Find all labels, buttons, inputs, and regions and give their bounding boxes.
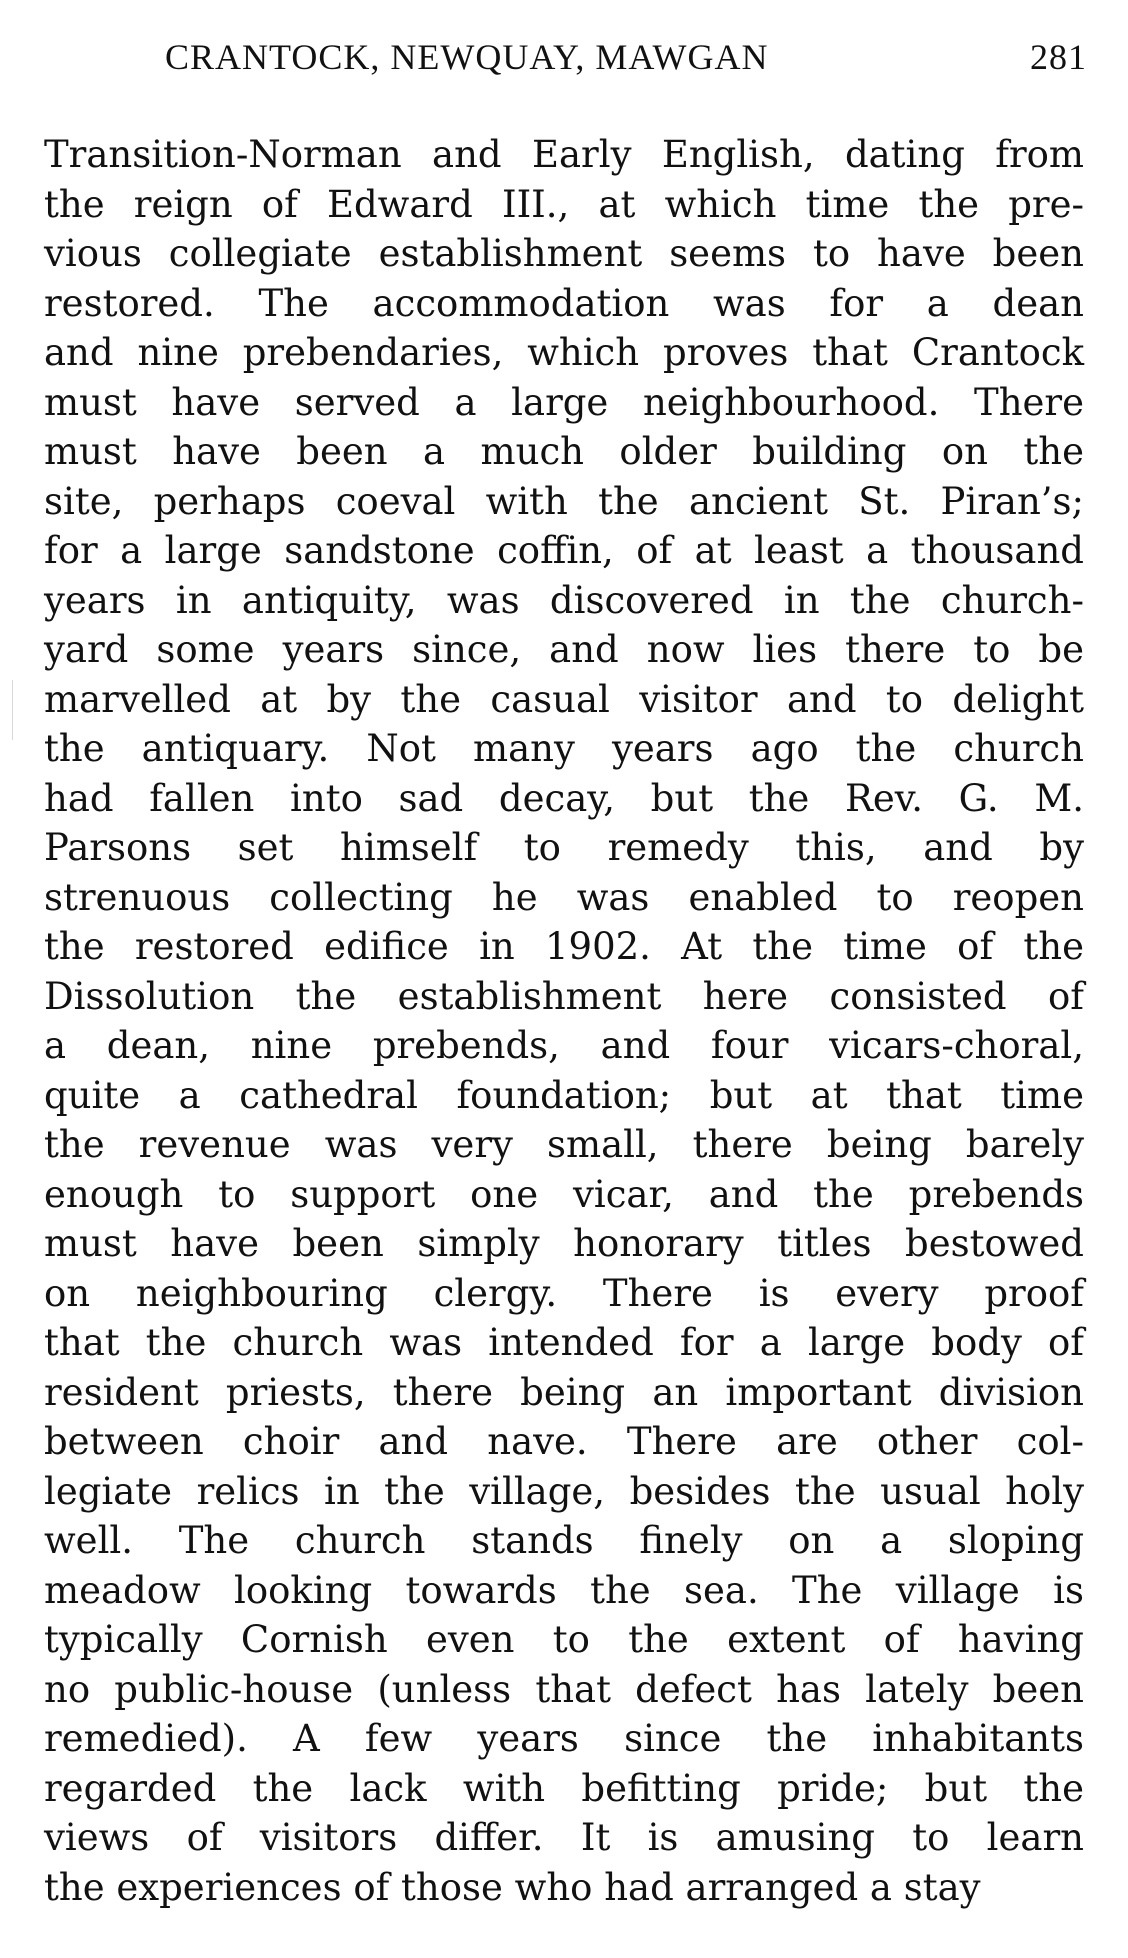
text-line: marvelled at by the casual visitor and to delight: [44, 677, 1084, 721]
text-line: Transition-Norman and Early English, dating from: [44, 133, 1084, 176]
text-line: Dissolution the establishment here consisted of: [44, 974, 1084, 1018]
text-line: well. The church stands finely on a sloping: [44, 1519, 1084, 1562]
text-line: a dean, nine prebends, and four vicars-choral,: [44, 1024, 1084, 1067]
text-line: meadow looking towards the sea. The village is: [44, 1568, 1084, 1612]
running-head: [165, 36, 1087, 84]
text-line: the reign of Edward III., at which time the pre-: [44, 182, 1084, 226]
margin-mark: [12, 680, 13, 740]
text-line: remedied). A few years since the inhabitants: [44, 1717, 1084, 1760]
text-line: enough to support one vicar, and the prebends: [44, 1172, 1084, 1216]
text-line: views of visitors differ. It is amusing to learn: [44, 1816, 1084, 1859]
text-line: quite a cathedral foundation; but at that time: [44, 1073, 1084, 1117]
text-line: must have been a much older building on the: [44, 430, 1084, 473]
text-line: resident priests, there being an important division: [44, 1370, 1084, 1414]
text-line: the antiquary. Not many years ago the church: [44, 727, 1084, 770]
body-text: [44, 130, 1084, 1912]
text-line: legiate relics in the village, besides the usual holy: [44, 1469, 1084, 1513]
text-line: strenuous collecting he was enabled to reopen: [44, 875, 1084, 919]
text-line: for a large sandstone coffin, of at least a thousand: [44, 529, 1084, 572]
text-line: must have been simply honorary titles bestowed: [44, 1222, 1084, 1265]
running-title: CRANTOCK, NEWQUAY, MAWGAN: [165, 37, 769, 77]
text-line: on neighbouring clergy. There is every proof: [44, 1271, 1084, 1315]
text-line: site, perhaps coeval with the ancient St. Piran’s;: [44, 479, 1084, 523]
text-line: Parsons set himself to remedy this, and by: [44, 826, 1084, 869]
text-line: the restored edifice in 1902. At the time of the: [44, 925, 1084, 968]
text-line: the revenue was very small, there being barely: [44, 1123, 1084, 1166]
text-line: must have served a large neighbourhood. There: [44, 380, 1084, 424]
page-number: 281: [1030, 37, 1087, 77]
text-line: no public-house (unless that defect has lately been: [44, 1667, 1084, 1711]
text-line: between choir and nave. There are other col-: [44, 1420, 1084, 1463]
text-line: restored. The accommodation was for a dean: [44, 281, 1084, 325]
text-line: regarded the lack with befitting pride; but the: [44, 1766, 1084, 1810]
text-line: the experiences of those who had arranged a stay: [44, 1865, 981, 1909]
text-line: typically Cornish even to the extent of having: [44, 1618, 1084, 1661]
text-line: had fallen into sad decay, but the Rev. G. M.: [44, 776, 1084, 820]
text-line: years in antiquity, was discovered in the church-: [44, 578, 1084, 622]
text-line: that the church was intended for a large body of: [44, 1321, 1084, 1364]
text-line: yard some years since, and now lies there to be: [44, 628, 1084, 671]
text-line: and nine prebendaries, which proves that Crantock: [44, 331, 1084, 374]
text-line: vious collegiate establishment seems to have been: [44, 232, 1084, 275]
